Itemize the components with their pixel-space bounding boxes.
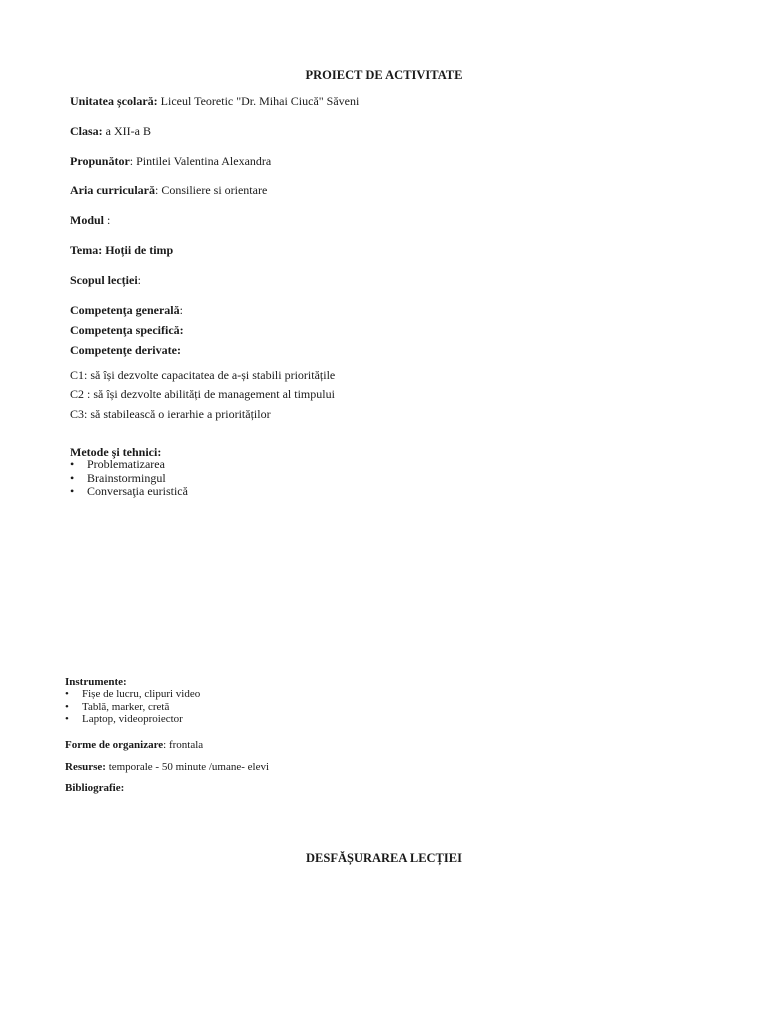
instrumente-item-label: Laptop, videoproiector — [82, 713, 183, 725]
field-unitatea — [70, 94, 359, 109]
field-forme-label: Forme de organizare — [65, 739, 164, 751]
field-clasa-value: a XII-a B — [102, 124, 151, 138]
instrumente-heading: Instrumente: — [65, 676, 127, 688]
field-comp-generala-value: : — [179, 303, 183, 317]
bullet-icon: • — [65, 713, 69, 725]
field-comp-specifica — [70, 323, 184, 338]
field-aria-label: Aria curriculară — [70, 183, 155, 197]
competenta-c3: C3: să stabilească o ierarhie a priorităților — [70, 407, 271, 421]
field-comp-generala-label: Competenţa generală — [70, 303, 180, 317]
metode-item-label: Problematizarea — [87, 457, 165, 471]
section-title-desfasurare: DESFĂȘURAREA LECȚIEI — [306, 851, 462, 865]
field-unitatea-label: Unitatea școlară: — [70, 94, 158, 108]
metode-item-label: Conversaţia euristică — [87, 484, 188, 498]
field-tema — [70, 243, 173, 258]
field-aria-value: : Consiliere si orientare — [154, 183, 268, 197]
field-forme-value: : frontala — [163, 739, 204, 751]
field-bibliografie-label: Bibliografie: — [65, 782, 125, 794]
field-forme — [65, 739, 203, 751]
field-resurse-value: temporale - 50 minute /umane- elevi — [105, 761, 270, 773]
bullet-icon: • — [70, 484, 75, 498]
metode-item-label: Brainstormingul — [87, 470, 166, 485]
field-comp-generala — [70, 303, 183, 318]
field-clasa — [70, 124, 151, 139]
field-aria — [70, 183, 267, 198]
metode-heading: Metode şi tehnici: — [70, 445, 162, 459]
bullet-icon: • — [65, 700, 69, 713]
field-propunator-value: : Pintilei Valentina Alexandra — [129, 154, 272, 168]
metode-list — [70, 458, 188, 499]
instrumente-item-label: Tablă, marker, cretă — [82, 700, 170, 713]
field-resurse-label: Resurse: — [65, 761, 106, 773]
bullet-icon: • — [65, 688, 69, 700]
bullet-icon: • — [70, 457, 75, 471]
list-item — [70, 458, 188, 472]
list-item — [70, 472, 188, 486]
field-clasa-label: Clasa: — [70, 124, 103, 138]
field-modul-label: Modul — [70, 213, 105, 227]
field-modul-value: : — [104, 213, 111, 227]
field-propunator — [70, 154, 271, 169]
instrumente-item-label: Fișe de lucru, clipuri video — [82, 688, 201, 700]
page-title: PROIECT DE ACTIVITATE — [305, 68, 463, 82]
field-propunator-label: Propunător — [70, 154, 130, 168]
competenta-c1: C1: să își dezvolte capacitatea de a-și stabili prioritățile — [70, 368, 336, 382]
instrumente-list — [65, 688, 200, 726]
field-resurse — [65, 761, 269, 773]
list-item — [65, 713, 200, 726]
list-item — [65, 688, 200, 701]
field-scopul-label: Scopul lecției — [70, 273, 138, 287]
field-unitatea-value: Liceul Teoretic "Dr. Mihai Ciucă" Săveni — [157, 94, 360, 108]
bullet-icon: • — [70, 470, 75, 485]
field-comp-specifica-label: Competenţa specifică: — [70, 323, 184, 337]
field-comp-derivate-label: Competenţe derivate: — [70, 343, 181, 357]
field-modul — [70, 213, 110, 228]
list-item — [70, 485, 188, 499]
field-comp-derivate — [70, 343, 181, 358]
competenta-c2: C2 : să își dezvolte abilități de management al timpului — [70, 387, 335, 401]
list-item — [65, 701, 200, 714]
field-scopul — [70, 273, 141, 288]
field-tema-label: Tema: Hoții de timp — [70, 243, 174, 257]
field-scopul-value: : — [137, 273, 142, 287]
